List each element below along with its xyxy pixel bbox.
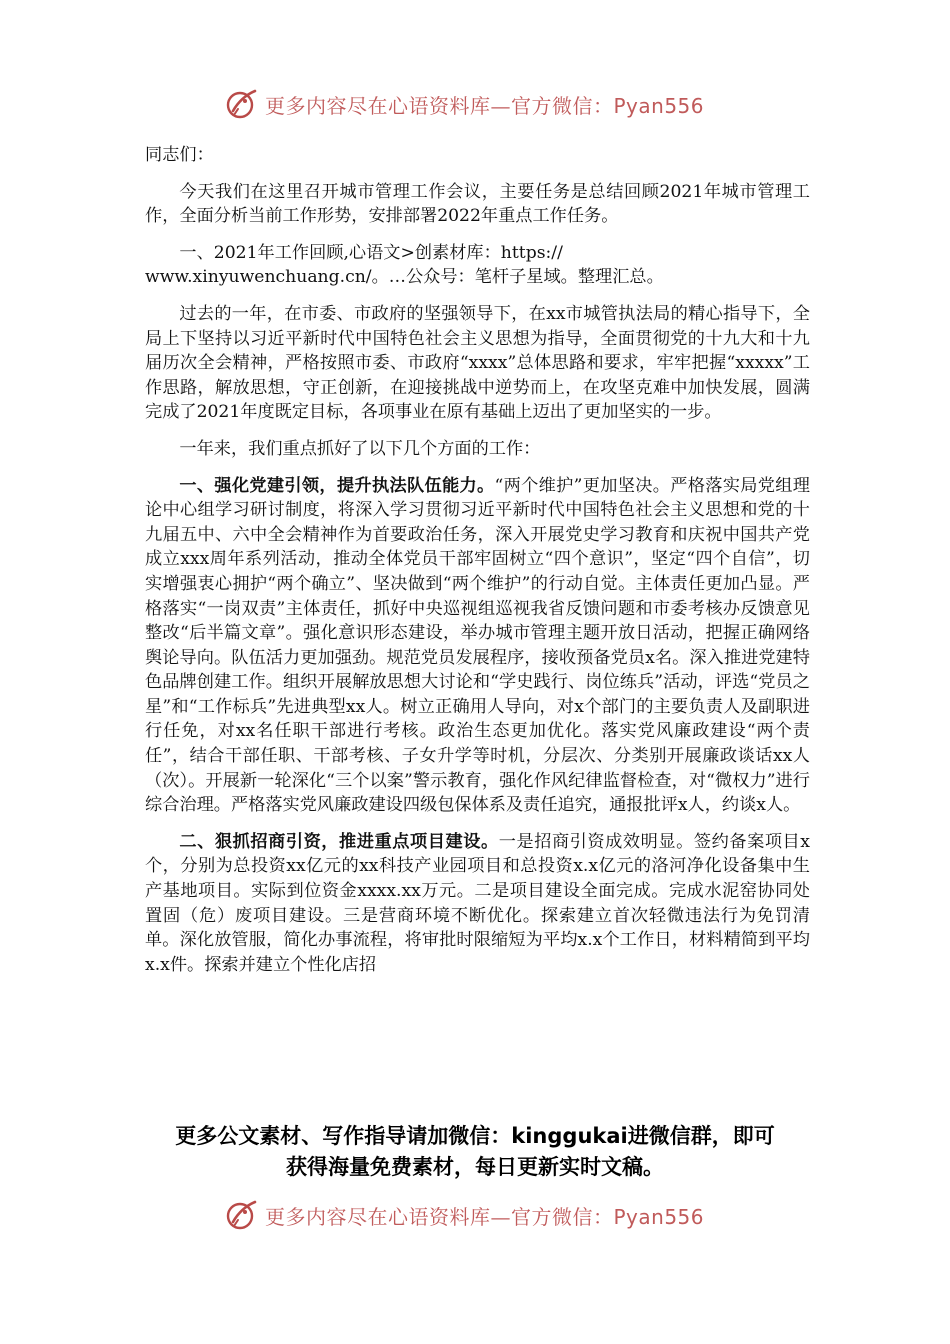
salutation: 同志们： (145, 145, 214, 165)
brand-logo-icon (225, 87, 259, 121)
past-year-paragraph: 过去的一年，在市委、市政府的坚强领导下，在xx市城管执法局的精心指导下，全局上下坚持以习近平新时代中国特色社会主义思想为指导，全面贯彻党的十九大和十九届历次全会精神，严格按照市委、市政府“xxxx”总体思路和要求，牢牢把握“xxxxx”工作思路，解放思想，守正创新，在迎接挑战中逆势而上，在攻坚克难中加快发展，圆满完成了2021年度既定目标，各项事业在原有基础上迈出了更加坚实的一步。 (145, 303, 810, 423)
footer-notice-line1: 更多公文素材、写作指导请加微信：kinggukai进微信群，即可 (175, 1124, 775, 1148)
section-heading-line2: www.xinyuwenchuang.cn/。…公众号：笔杆子星域。整理汇总。 (145, 267, 664, 288)
banner-text-bottom: 更多内容尽在心语资料库—官方微信：Pyan556 (265, 1204, 705, 1229)
section-heading-line1: 一、2021年工作回顾,心语文>创素材库：https:// (179, 242, 563, 263)
item1-title: 一、强化党建引领，提升执法队伍能力。 (179, 475, 495, 496)
footer-notice-line2: 获得海量免费素材，每日更新实时文稿。 (286, 1155, 664, 1179)
item2-paragraph (145, 830, 810, 978)
brand-logo-icon (225, 1198, 259, 1232)
banner-wechat-id-bottom: Pyan556 (613, 1204, 705, 1229)
footer-banner (0, 1193, 950, 1237)
footer-notice (100, 1121, 850, 1183)
header-banner (0, 82, 950, 126)
item1-body: “两个维护”更加坚决。严格落实局党组理论中心组学习研讨制度，将深入学习贯彻习近平新时代中国特色社会主义思想和党的十九届五中、六中全会精神作为首要政治任务，深入开展党史学习教育和庆祝中国共产党成立xxx周年系列活动，推动全体党员干部牢固树立“四个意识”，坚定“四个自信”，切实增强衷心拥护“两个确立”、坚决做到“两个维护”的行动自觉。主体责任更加凸显。严格落实“一岗双责”主体责任，抓好中央巡视组巡视我省反馈问题和市委考核办反馈意见整改“后半篇文章”。强化意识形态建设，举办城市管理主题开放日活动，把握正确网络舆论导向。队伍活力更加强劲。规范党员发展程序，接收预备党员x名。深入推进党建特色品牌创建工作。组织开展解放思想大讨论和“学史践行、岗位练兵”活动，评选“党员之星”和“工作标兵”先进典型xx人。树立正确用人导向，对x个部门的主要负责人及副职进行任免，对xx名任职干部进行考核。政治生态更加优化。落实党风廉政建设“两个责任”，结合干部任职、干部考核、子女升学等时机，分层次、分类别开展廉政谈话xx人（次）。开展新一轮深化“三个以案”警示教育，强化作风纪律监督检查，对“微权力”进行综合治理。严格落实党风廉政建设四级包保体系及责任追究，通报批评x人，约谈x人。 (145, 475, 810, 816)
item2-body: 一是招商引资成效明显。签约备案项目x个，分别为总投资xx亿元的xx科技产业园项目和总投资x.x亿元的洛河净化设备集中生产基地项目。实际到位资金xxxx.xx万元。二是项目建设全面完成。完成水泥窑协同处置固（危）废项目建设。三是营商环境不断优化。探索建立首次轻微违法行为免罚清单。深化放管服，简化办事流程，将审批时限缩短为平均x.x个工作日，材料精简到平均x.x件。探索并建立个性化店招 (145, 831, 810, 975)
intro-paragraph: 今天我们在这里召开城市管理工作会议，主要任务是总结回顾2021年城市管理工作，全面分析当前工作形势，安排部署2022年重点工作任务。 (145, 181, 810, 227)
banner-wechat-id: Pyan556 (613, 93, 705, 118)
item2-title: 二、狠抓招商引资，推进重点项目建设。 (179, 831, 499, 852)
focus-paragraph: 一年来，我们重点抓好了以下几个方面的工作： (179, 438, 541, 459)
banner-inner (225, 82, 704, 126)
banner-text: 更多内容尽在心语资料库—官方微信：Pyan556 (265, 93, 705, 118)
document-body (145, 143, 810, 977)
item1-paragraph (145, 474, 810, 818)
banner-inner-bottom (225, 1193, 704, 1237)
